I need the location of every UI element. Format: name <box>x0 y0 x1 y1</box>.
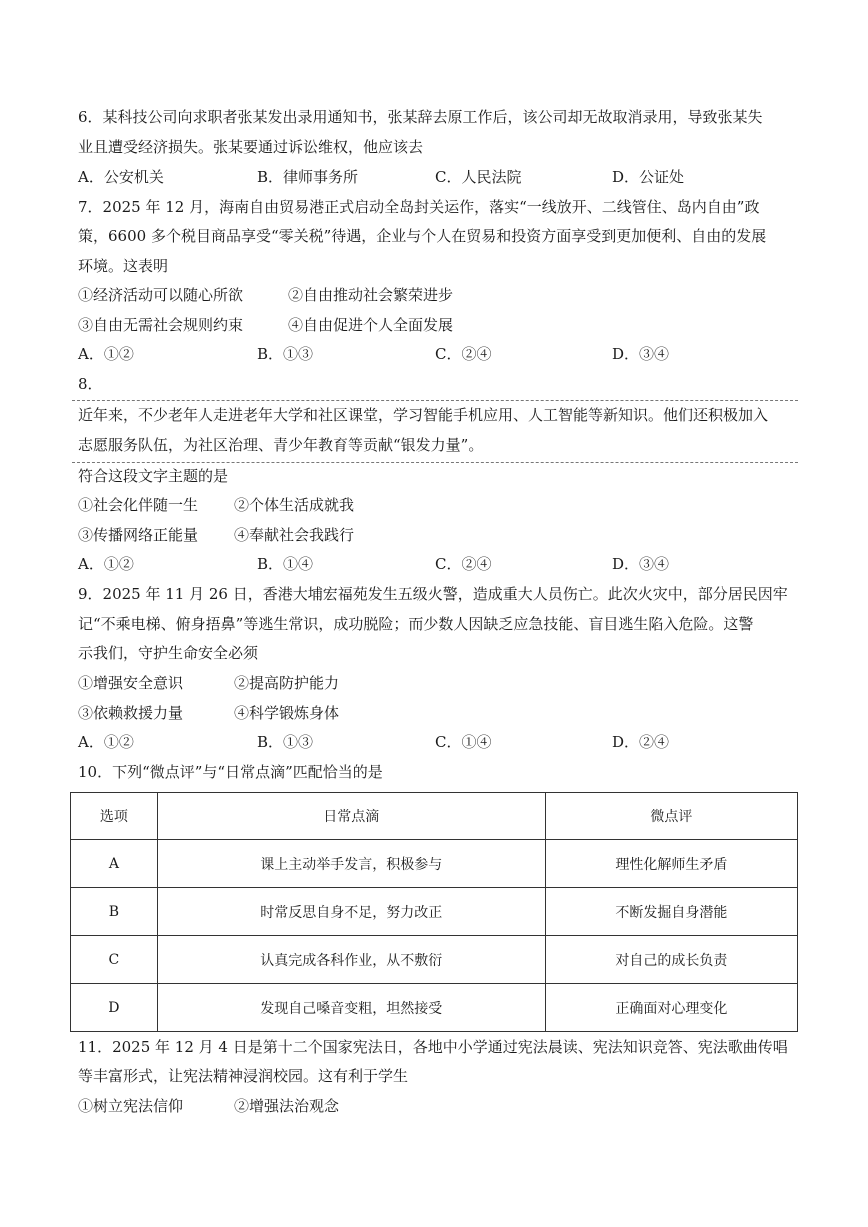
table-row <box>71 888 798 936</box>
q9-option-d: D．②④ <box>612 733 670 751</box>
q9-option-b: B．①③ <box>257 733 314 751</box>
q8-option-b: B．①④ <box>257 555 314 573</box>
q9-statement-4: ④科学锻炼身体 <box>234 704 340 722</box>
q7-statement-2: ②自由推动社会繁荣进步 <box>288 286 454 304</box>
q9-option-c: C．①④ <box>435 733 492 751</box>
q11-statement-1: ①树立宪法信仰 <box>78 1097 184 1115</box>
table-cell-comment: 对自己的成长负责 <box>545 936 797 984</box>
q6-option-b: B．律师事务所 <box>257 168 359 186</box>
q8-option-c: C．②④ <box>435 555 492 573</box>
q8-question: 符合这段文字主题的是 <box>78 467 229 485</box>
q8-statement-2: ②个体生活成就我 <box>234 496 355 514</box>
q8-number: 8． <box>78 375 103 393</box>
q8-passage-top-divider <box>72 400 798 401</box>
table-header-row <box>71 793 798 840</box>
table-cell-comment: 正确面对心理变化 <box>545 984 797 1032</box>
table-row <box>71 984 798 1032</box>
q6-stem-line2: 业且遭受经济损失。张某要通过诉讼维权，他应该去 <box>78 138 424 156</box>
table-row <box>71 840 798 888</box>
q7-option-a: A．①② <box>78 345 134 363</box>
table-cell-daily: 发现自己嗓音变粗，坦然接受 <box>157 984 545 1032</box>
table-cell-option: D <box>71 984 158 1032</box>
q7-statement-1: ①经济活动可以随心所欲 <box>78 286 244 304</box>
table-cell-daily: 认真完成各科作业，从不敷衍 <box>157 936 545 984</box>
q9-stem-line2: 记“不乘电梯、俯身捂鼻”等逃生常识，成功脱险；而少数人因缺乏应急技能、盲目逃生陷入危险。这警 <box>78 615 754 633</box>
q9-statement-1: ①增强安全意识 <box>78 674 184 692</box>
q8-passage-line2: 志愿服务队伍，为社区治理、青少年教育等贡献“银发力量”。 <box>78 436 484 454</box>
table-row <box>71 936 798 984</box>
q11-stem-line2: 等丰富形式，让宪法精神浸润校园。这有利于学生 <box>78 1067 409 1085</box>
q8-statement-3: ③传播网络正能量 <box>78 526 199 544</box>
q9-statement-2: ②提高防护能力 <box>234 674 340 692</box>
q9-statement-3: ③依赖救援力量 <box>78 704 184 722</box>
table-cell-daily: 时常反思自身不足，努力改正 <box>157 888 545 936</box>
table-cell-option: B <box>71 888 158 936</box>
q7-option-c: C．②④ <box>435 345 492 363</box>
table-cell-daily: 课上主动举手发言，积极参与 <box>157 840 545 888</box>
q8-statement-4: ④奉献社会我践行 <box>234 526 355 544</box>
q6-option-a: A．公安机关 <box>78 168 164 186</box>
q9-option-a: A．①② <box>78 733 134 751</box>
q8-statement-1: ①社会化伴随一生 <box>78 496 199 514</box>
table-cell-comment: 不断发掘自身潜能 <box>545 888 797 936</box>
q8-option-d: D．③④ <box>612 555 670 573</box>
q6-stem-line1: 6．某科技公司向求职者张某发出录用通知书，张某辞去原工作后，该公司却无故取消录用，导致张某失 <box>78 108 763 126</box>
q8-option-a: A．①② <box>78 555 134 573</box>
q11-statement-2: ②增强法治观念 <box>234 1097 340 1115</box>
q10-stem: 10．下列“微点评”与“日常点滴”匹配恰当的是 <box>78 763 383 781</box>
table-cell-comment: 理性化解师生矛盾 <box>545 840 797 888</box>
q10-table <box>70 792 798 1032</box>
table-header-option: 选项 <box>71 793 158 840</box>
q7-statement-3: ③自由无需社会规则约束 <box>78 316 244 334</box>
table-cell-option: C <box>71 936 158 984</box>
q7-stem-line1: 7．2025 年 12 月，海南自由贸易港正式启动全岛封关运作，落实“一线放开、二线管住、岛内自由”政 <box>78 198 760 216</box>
q11-stem-line1: 11．2025 年 12 月 4 日是第十二个国家宪法日，各地中小学通过宪法晨读、宪法知识竞答、宪法歌曲传唱 <box>78 1038 788 1056</box>
q6-option-c: C．人民法院 <box>435 168 522 186</box>
q7-option-b: B．①③ <box>257 345 314 363</box>
table-header-comment: 微点评 <box>545 793 797 840</box>
q8-passage-line1: 近年来，不少老年人走进老年大学和社区课堂，学习智能手机应用、人工智能等新知识。他们还积极加入 <box>78 406 769 424</box>
q7-statement-4: ④自由促进个人全面发展 <box>288 316 454 334</box>
q6-option-d: D．公证处 <box>612 168 685 186</box>
table-cell-option: A <box>71 840 158 888</box>
q9-stem-line1: 9．2025 年 11 月 26 日，香港大埔宏福苑发生五级火警，造成重大人员伤亡。此次火灾中，部分居民因牢 <box>78 585 788 603</box>
q7-stem-line3: 环境。这表明 <box>78 257 169 275</box>
q7-stem-line2: 策，6600 多个税目商品享受“零关税”待遇，企业与个人在贸易和投资方面享受到更加便利、自由的发展 <box>78 227 767 245</box>
q8-passage-bottom-divider <box>72 462 798 463</box>
table-header-daily: 日常点滴 <box>157 793 545 840</box>
q7-option-d: D．③④ <box>612 345 670 363</box>
q9-stem-line3: 示我们，守护生命安全必须 <box>78 644 259 662</box>
